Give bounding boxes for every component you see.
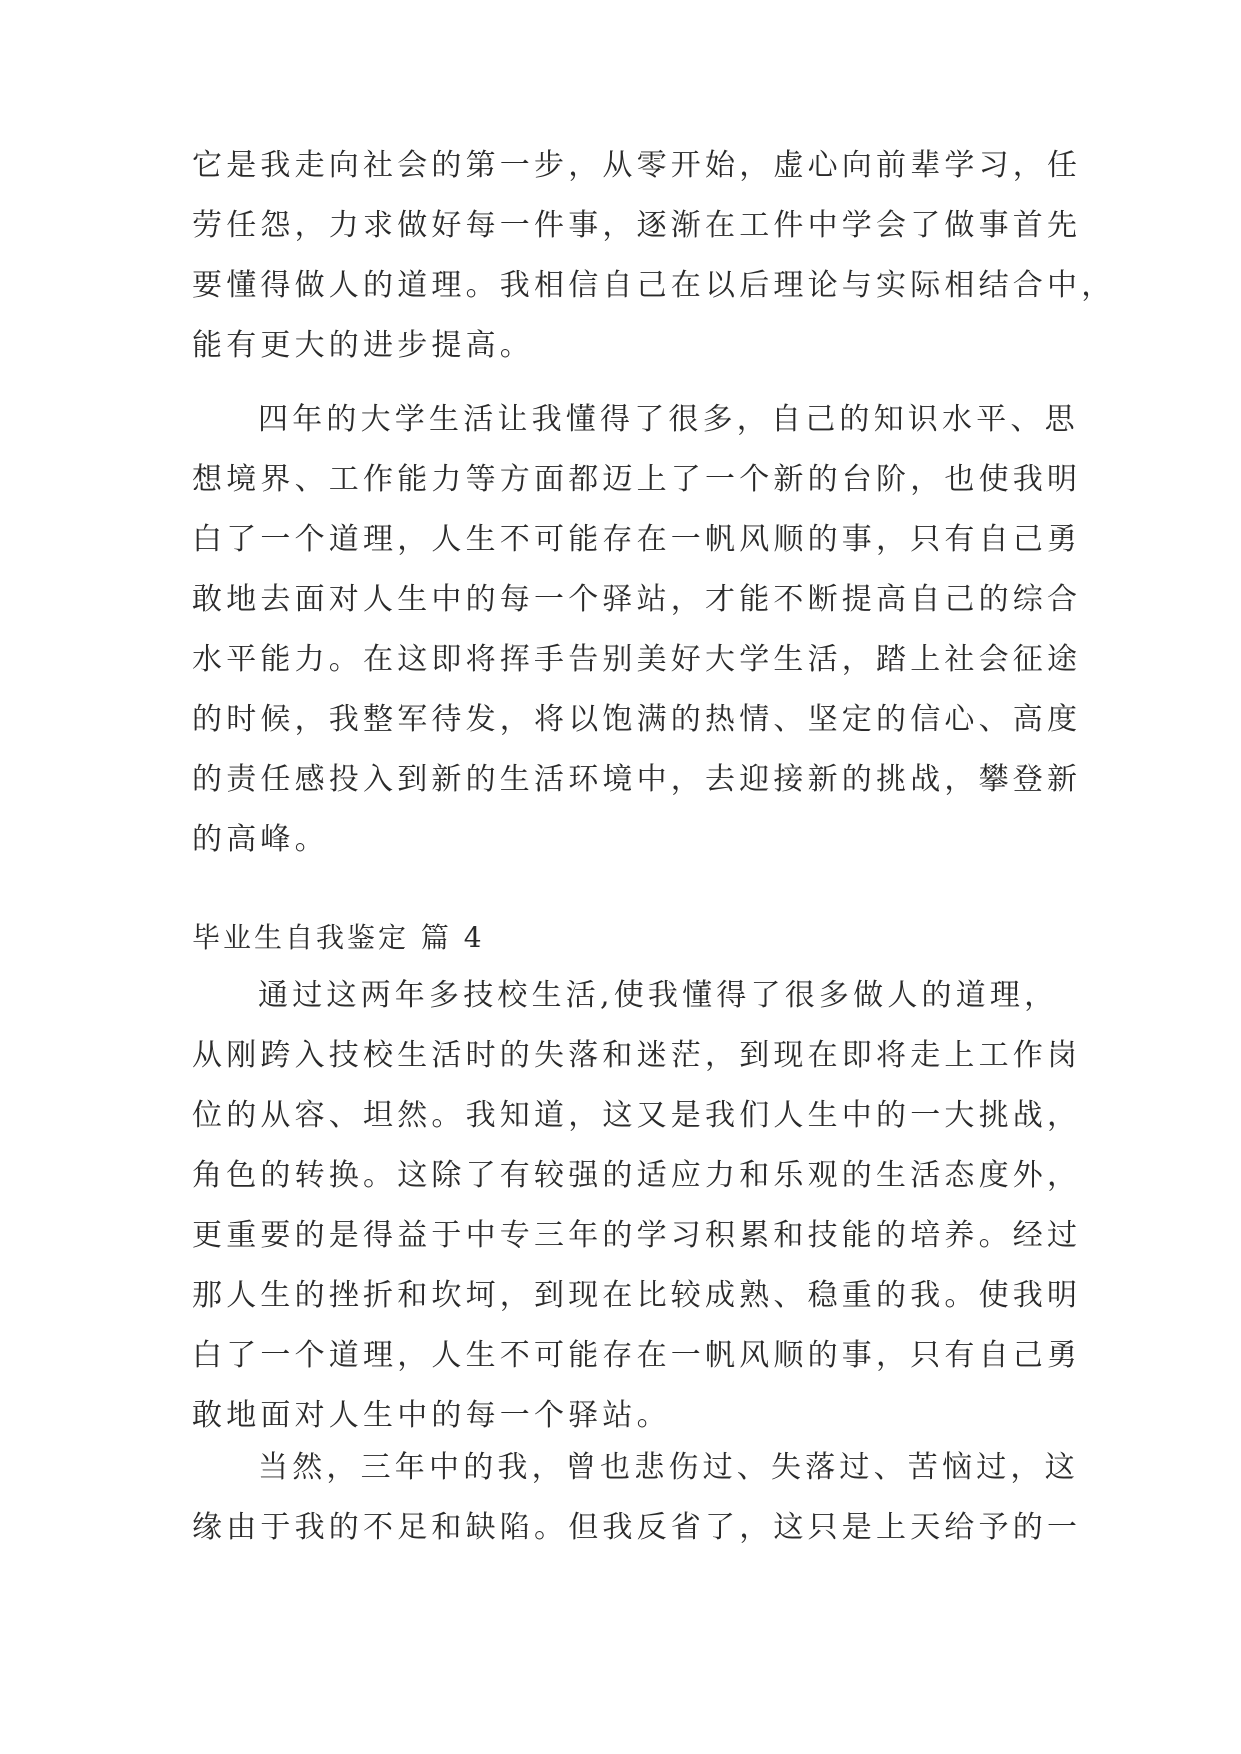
paragraph-line: 更重要的是得益于中专三年的学习积累和技能的培养。经过: [192, 1218, 1082, 1253]
paragraph-line: 位的从容、坦然。我知道，这又是我们人生中的一大挑战，: [192, 1098, 1082, 1133]
paragraph-line: 白了一个道理，人生不可能存在一帆风顺的事，只有自己勇: [192, 1338, 1082, 1373]
paragraph-line: 要懂得做人的道理。我相信自己在以后理论与实际相结合中，: [192, 268, 1116, 303]
paragraph-line: 当然，三年中的我，曾也悲伤过、失落过、苦恼过，这: [258, 1450, 1079, 1485]
paragraph-line: 四年的大学生活让我懂得了很多，自己的知识水平、思: [258, 402, 1079, 437]
paragraph-line: 从刚跨入技校生活时的失落和迷茫，到现在即将走上工作岗: [192, 1038, 1082, 1073]
section-heading: 毕业生自我鉴定 篇 4: [192, 921, 485, 954]
paragraph-3: [192, 966, 1082, 1446]
paragraph-line: 那人生的挫折和坎坷，到现在比较成熟、稳重的我。使我明: [192, 1278, 1082, 1313]
paragraph-line: 敢地去面对人生中的每一个驿站，才能不断提高自己的综合: [192, 582, 1082, 617]
paragraph-line: 的时候，我整军待发，将以饱满的热情、坚定的信心、高度: [192, 702, 1082, 737]
paragraph-line: 缘由于我的不足和缺陷。但我反省了，这只是上天给予的一: [192, 1510, 1082, 1545]
paragraph-line: 它是我走向社会的第一步，从零开始，虚心向前辈学习，任: [192, 148, 1082, 183]
paragraph-line: 劳任怨，力求做好每一件事，逐渐在工件中学会了做事首先: [192, 208, 1082, 243]
paragraph-line: 想境界、工作能力等方面都迈上了一个新的台阶，也使我明: [192, 462, 1082, 497]
paragraph-1: [192, 136, 1116, 376]
paragraph-line: 通过这两年多技校生活,使我懂得了很多做人的道理，: [258, 978, 1059, 1013]
paragraph-line: 能有更大的进步提高。: [192, 328, 534, 363]
paragraph-line: 水平能力。在这即将挥手告别美好大学生活，踏上社会征途: [192, 642, 1082, 677]
paragraph-line: 的责任感投入到新的生活环境中，去迎接新的挑战，攀登新: [192, 762, 1082, 797]
paragraph-line: 敢地面对人生中的每一个驿站。: [192, 1398, 671, 1433]
paragraph-line: 的高峰。: [192, 822, 329, 857]
paragraph-2: [192, 390, 1082, 870]
paragraph-line: 白了一个道理，人生不可能存在一帆风顺的事，只有自己勇: [192, 522, 1082, 557]
section-heading-block: [192, 908, 1072, 968]
paragraph-4: [192, 1438, 1082, 1558]
paragraph-line: 角色的转换。这除了有较强的适应力和乐观的生活态度外，: [192, 1158, 1082, 1193]
